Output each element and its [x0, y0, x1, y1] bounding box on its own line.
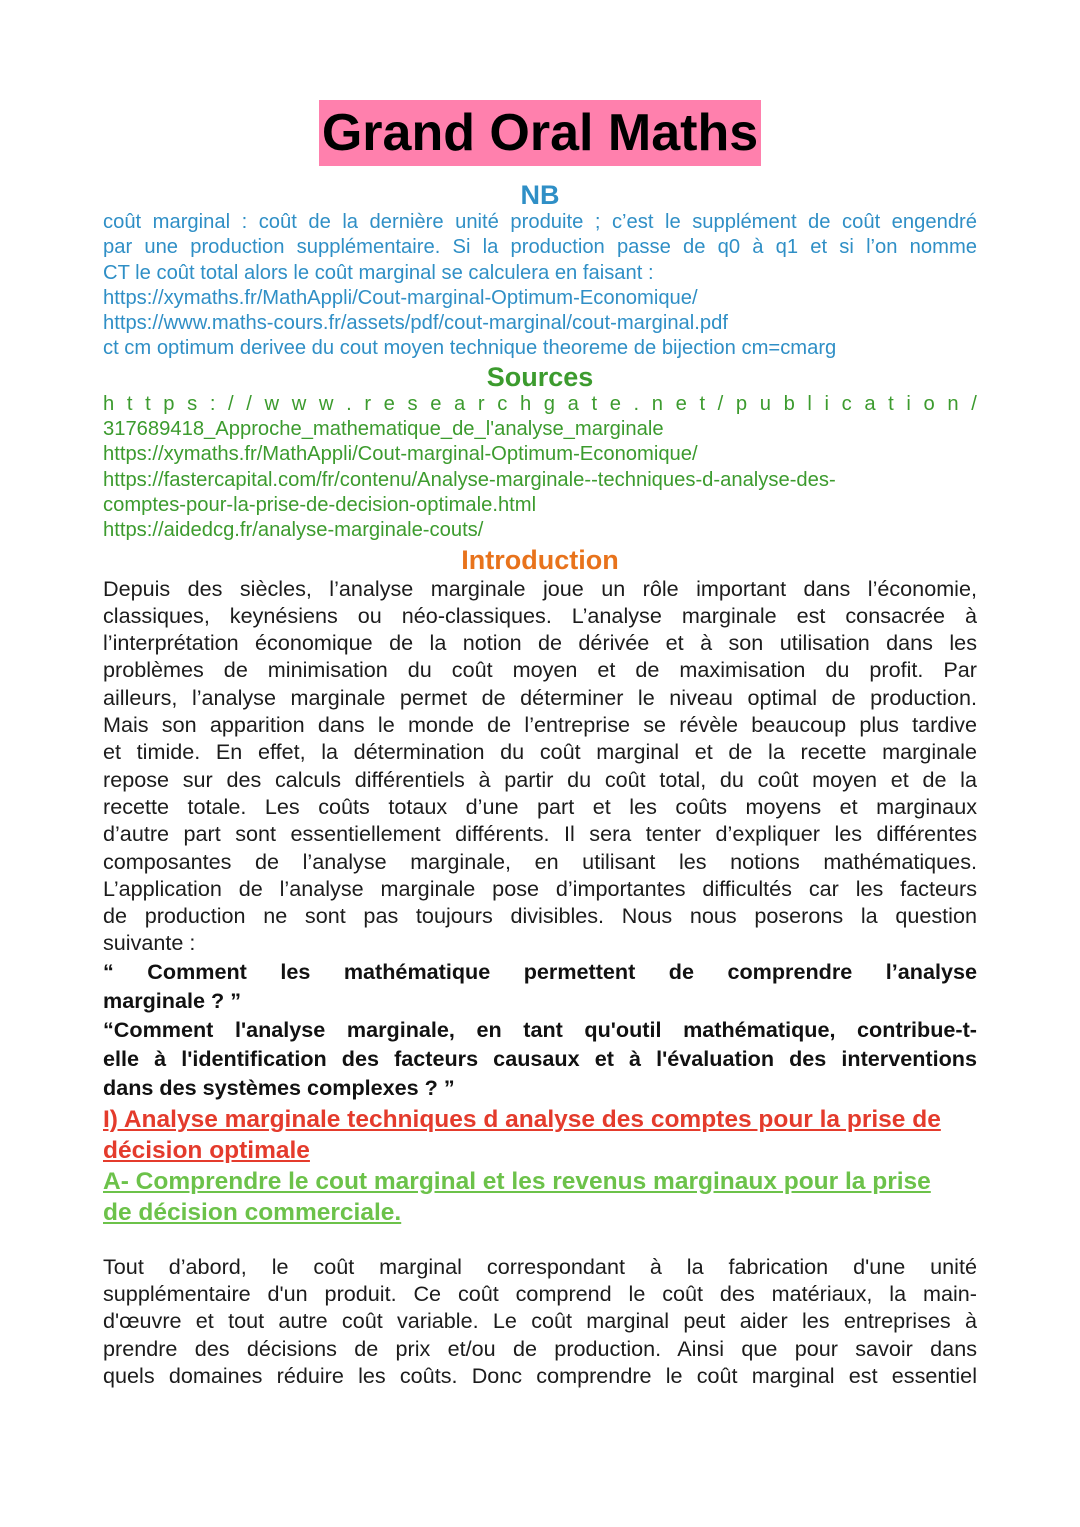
spaced-char: g: [543, 392, 556, 415]
spaced-char: r: [477, 392, 485, 415]
question-line: elle à l'identification des facteurs causaux et à l'évaluation des interventions: [103, 1045, 977, 1071]
spaced-char: u: [759, 392, 771, 415]
sources-list: [103, 392, 977, 544]
question-line: “ Comment les mathématique permettent de comprendre l’analyse: [103, 958, 977, 984]
nb-heading: NB: [520, 180, 560, 210]
spaced-char: .: [346, 392, 352, 415]
source-link-xymaths[interactable]: https://xymaths.fr/MathAppli/Cout-marginal-Optimum-Economique/: [103, 443, 698, 466]
spaced-char: i: [906, 392, 911, 415]
spaced-char: s: [407, 392, 418, 415]
intro-line: Depuis des siècles, l’analyse marginale joue un rôle important dans l’économie,: [103, 575, 977, 601]
nb-line: CT le coût total alors le coût marginal se calculera en faisant :: [103, 261, 654, 284]
spaced-char: h: [103, 392, 115, 415]
spaced-char: p: [163, 392, 175, 415]
intro-line: de production ne sont pas toujours divisibles. Nous nous poserons la question: [103, 903, 977, 929]
question-line: “Comment l'analyse marginale, en tant qu'outil mathématique, contribue-t-: [103, 1016, 977, 1042]
source-link-researchgate-part1[interactable]: [103, 392, 977, 417]
paragraph-line: prendre des décisions de prix et/ou de production. Ainsi que pour savoir dans: [103, 1335, 977, 1361]
research-question-2: [103, 1015, 977, 1102]
intro-line: d’autre part sont essentiellement différents. Il sera tenter d’expliquer les différentes: [103, 821, 977, 847]
spaced-char: w: [264, 392, 280, 415]
spaced-char: /: [717, 392, 724, 415]
spaced-char: e: [609, 392, 621, 415]
title-block: [103, 100, 977, 166]
spaced-char: t: [888, 392, 894, 415]
nb-link[interactable]: https://xymaths.fr/MathAppli/Cout-marginal-Optimum-Economique/: [103, 286, 698, 309]
spaced-char: a: [864, 392, 876, 415]
spaced-char: e: [383, 392, 395, 415]
spacer: [103, 1228, 977, 1253]
subsection-a-title-line: A- Comprendre le cout marginal et les revenus marginaux pour la prise: [103, 1167, 931, 1195]
spaced-char: c: [841, 392, 852, 415]
spaced-char: e: [430, 392, 442, 415]
question-line: marginale ? ”: [103, 987, 241, 1013]
spaced-char: /: [246, 392, 252, 415]
intro-line: suivante :: [103, 930, 196, 956]
spaced-char: /: [228, 392, 234, 415]
spaced-char: l: [807, 392, 812, 415]
nb-notes: [103, 210, 977, 362]
sources-heading: Sources: [486, 361, 594, 392]
intro-line: repose sur des calculs différentiels à partir du coût total, du coût moyen et de la: [103, 766, 977, 792]
intro-line: composantes de l’analyse marginale, en utilisant les notions mathématiques.: [103, 848, 977, 874]
intro-line: classiques, keynésiens ou néo-classiques. L’analyse marginale est consacrée à: [103, 602, 977, 628]
paragraph-line: d'œuvre et tout autre coût variable. Le coût marginal peut aider les entreprises à: [103, 1308, 977, 1334]
source-link-fastercapital-part1[interactable]: https://fastercapital.com/fr/contenu/Analyse-marginale--techniques-d-analyse-des-: [103, 468, 836, 491]
intro-line: Mais son apparition dans le monde de l’entreprise se révèle beaucoup plus tardive: [103, 712, 977, 738]
spaced-char: t: [591, 392, 598, 415]
spaced-char: p: [735, 392, 748, 415]
spaced-char: n: [651, 392, 663, 415]
spaced-char: w: [291, 392, 307, 415]
spaced-char: h: [519, 392, 532, 415]
intro-line: problèmes de minimisation du coût moyen et de maximisation du profit. Par: [103, 657, 977, 683]
paragraph-line: supplémentaire d'un produit. Ce coût comprend le coût des matériaux, la main-: [103, 1281, 977, 1307]
spaced-char: i: [824, 392, 830, 415]
spaced-char: w: [318, 392, 334, 415]
intro-line: recette totale. Les coûts totaux d’une part et les coûts moyens et marginaux: [103, 793, 977, 819]
intro-line: et timide. En effet, la détermination du coût marginal et de la recette marginale: [103, 739, 977, 765]
nb-line: coût marginal : coût de la dernière unité produite ; c’est le supplément de coût engendré: [103, 211, 977, 233]
source-link-aidedcg[interactable]: https://aidedcg.fr/analyse-marginale-couts/: [103, 519, 484, 542]
source-link-researchgate-part2[interactable]: 317689418_Approche_mathematique_de_l'analyse_marginale: [103, 418, 664, 441]
nb-link[interactable]: https://www.maths-cours.fr/assets/pdf/cout-marginal/cout-marginal.pdf: [103, 312, 728, 335]
introduction-heading: Introduction: [461, 544, 619, 575]
source-link-researchgate[interactable]: [103, 392, 977, 443]
intro-line: ailleurs, l’analyse marginale permet de déterminer le niveau optimal de production.: [103, 684, 977, 710]
spaced-char: :: [209, 392, 216, 415]
spaced-char: e: [675, 392, 687, 415]
document-page: [103, 100, 977, 1389]
introduction-text: [103, 575, 977, 957]
nb-line: par une production supplémentaire. Si la production passe de q0 à q1 et si l’on nomme: [103, 236, 977, 259]
intro-line: L’application de l’analyse marginale pose d’importantes difficultés car les facteurs: [103, 875, 977, 901]
spaced-char: /: [971, 392, 977, 415]
question-line: dans des systèmes complexes ? ”: [103, 1074, 455, 1100]
part-one-title-line: décision optimale: [103, 1136, 310, 1164]
paragraph-line: quels domaines réduire les coûts. Donc comprendre le coût marginal est essentiel: [103, 1362, 977, 1388]
spaced-char: b: [783, 392, 795, 415]
nb-line: ct cm optimum derivee du cout moyen technique theoreme de bijection cm=cmarg: [103, 337, 837, 360]
marginal-cost-paragraph: [103, 1253, 977, 1389]
intro-line: l’interprétation économique de la notion de dérivée et à son utilisation dans les: [103, 630, 977, 656]
spaced-char: o: [923, 392, 935, 415]
spaced-char: t: [699, 392, 706, 415]
spaced-char: r: [364, 392, 372, 415]
part-one-title: [103, 1104, 977, 1166]
part-one-title-line: I) Analyse marginale techniques d analyse des comptes pour la prise de: [103, 1105, 941, 1133]
page-title: Grand Oral Maths: [319, 100, 761, 166]
subsection-a-title-line: de décision commerciale.: [103, 1198, 402, 1226]
spaced-char: a: [567, 392, 579, 415]
spaced-char: .: [633, 392, 640, 415]
spaced-char: n: [947, 392, 959, 415]
source-link-fastercapital-part2[interactable]: comptes-pour-la-prise-de-decision-optimale.html: [103, 493, 537, 516]
research-question-1: [103, 957, 977, 1015]
subsection-a-title: [103, 1166, 977, 1228]
spaced-char: a: [454, 392, 466, 415]
spaced-char: c: [497, 392, 508, 415]
paragraph-line: Tout d’abord, le coût marginal correspondant à la fabrication d'une unité: [103, 1253, 977, 1279]
spaced-char: t: [126, 392, 133, 415]
spaced-char: s: [187, 392, 198, 415]
spaced-char: t: [145, 392, 151, 415]
